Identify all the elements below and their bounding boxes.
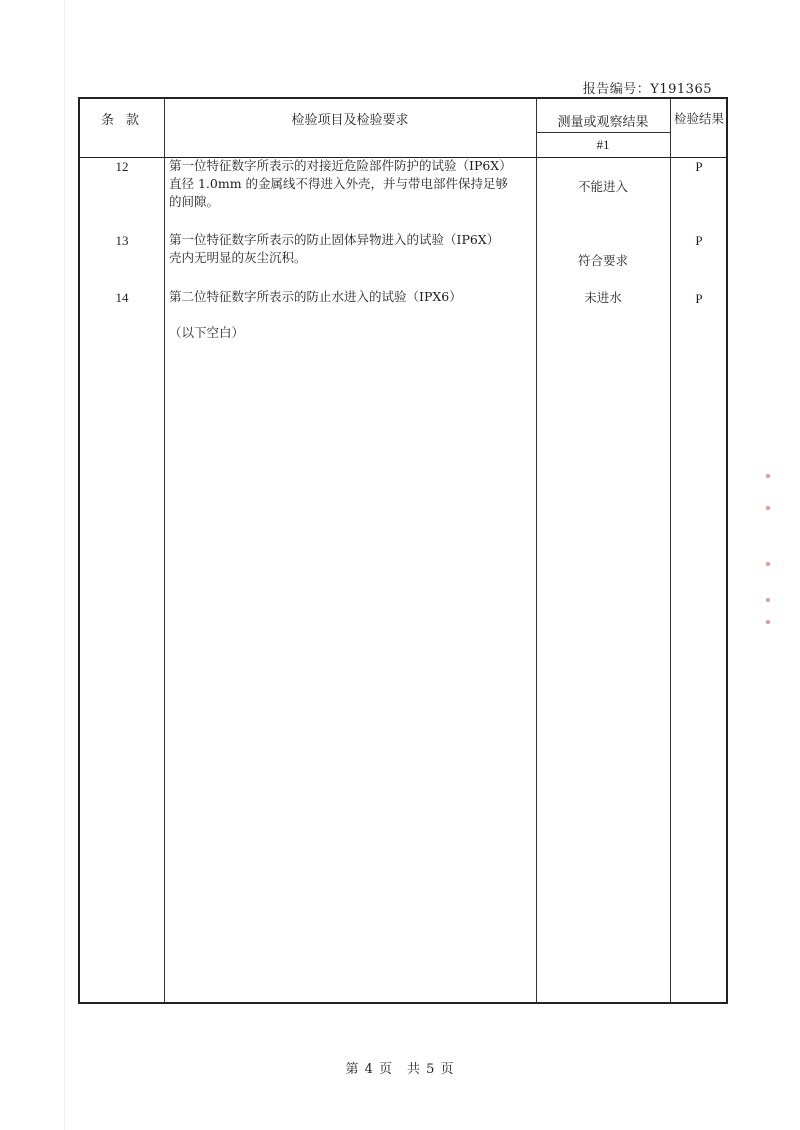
verdict: P [695, 291, 703, 306]
report-number-label: 报告编号： [582, 82, 651, 97]
report-number [583, 78, 712, 97]
report-number-value: Y191365 [650, 82, 712, 97]
clause-number: 12 [115, 159, 129, 174]
binding-edge [64, 0, 65, 1130]
divider [536, 99, 537, 1002]
clause-number: 13 [115, 233, 129, 248]
item-line: 壳内无明显的灰尘沉积。 [169, 250, 307, 265]
divider [536, 132, 670, 133]
column-header-clause: 条款 [100, 113, 151, 128]
measurement-result: 符合要求 [577, 253, 628, 268]
measurement-result: 不能进入 [577, 179, 628, 194]
item-line: 第一位特征数字所表示的防止固体异物进入的试验（IP6X） [169, 232, 500, 247]
inspection-table [78, 97, 728, 1004]
column-header-sample: #1 [596, 137, 610, 152]
item-line: 第二位特征数字所表示的防止水进入的试验（IPX6） [169, 289, 462, 304]
measurement-result: 未进水 [584, 290, 622, 305]
verdict: P [695, 233, 703, 248]
blank-note: （以下空白） [169, 325, 245, 340]
item-line: 第一位特征数字所表示的对接近危险部件防护的试验（IP6X） [169, 158, 512, 173]
divider [164, 99, 165, 1002]
item-line: 的间隙。 [169, 194, 220, 209]
page-number: 第 4 页 共 5 页 [345, 1062, 455, 1077]
item-line: 直径 1.0mm 的金属线不得进入外壳，并与带电部件保持足够 [169, 176, 509, 191]
column-header-measurement: 测量或观察结果 [557, 115, 649, 130]
column-header-item: 检验项目及检验要求 [291, 113, 409, 128]
inspection-item [169, 231, 531, 267]
verdict: P [695, 159, 703, 174]
inspection-item [169, 157, 531, 211]
clause-number: 14 [115, 290, 129, 305]
seal-edge-marks [766, 470, 780, 630]
inspection-item [169, 288, 531, 306]
column-header-result: 检验结果 [673, 111, 724, 126]
